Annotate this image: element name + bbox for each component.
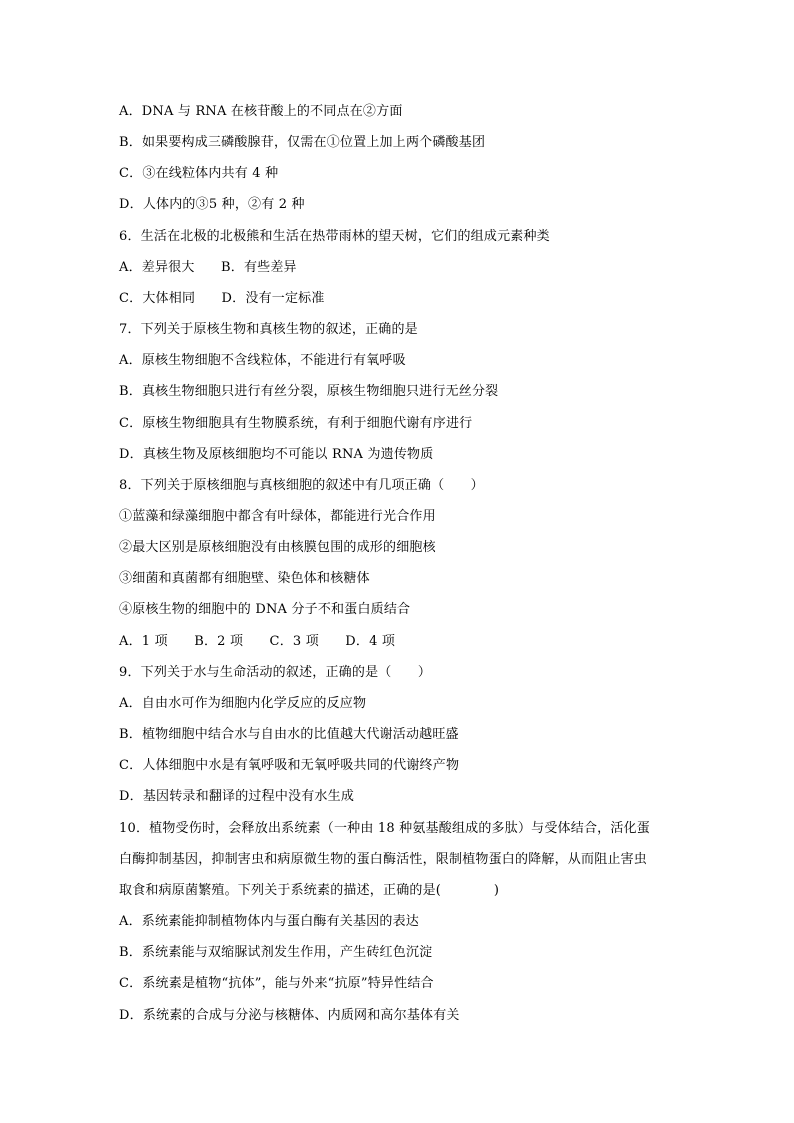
q7-option-d: D．真核生物及原核细胞均不可能以 RNA 为遗传物质 xyxy=(119,447,434,462)
q7-option-b: B．真核生物细胞只进行有丝分裂，原核生物细胞只进行无丝分裂 xyxy=(119,384,499,399)
q7-stem: 7．下列关于原核生物和真核生物的叙述，正确的是 xyxy=(119,322,418,337)
q8-statement-4: ④原核生物的细胞中的 DNA 分子不和蛋白质结合 xyxy=(119,602,411,617)
q8-statement-2: ②最大区别是原核细胞没有由核膜包围的成形的细胞核 xyxy=(119,540,436,555)
q5-option-a: A．DNA 与 RNA 在核苷酸上的不同点在②方面 xyxy=(119,104,403,119)
q10-stem-line-2: 白酶抑制基因，抑制害虫和病原微生物的蛋白酶活性，限制植物蛋白的降解，从而阻止害虫 xyxy=(119,852,648,867)
q10-option-a: A．系统素能抑制植物体内与蛋白酶有关基因的表达 xyxy=(119,914,419,929)
q8-options: A．1 项 B．2 项 C．3 项 D．4 项 xyxy=(119,634,396,649)
q5-option-c: C．③在线粒体内共有 4 种 xyxy=(119,166,279,181)
q6-stem: 6．生活在北极的北极熊和生活在热带雨林的望天树，它们的组成元素种类 xyxy=(119,229,550,244)
q9-stem: 9．下列关于水与生命活动的叙述，正确的是（ ） xyxy=(119,665,432,680)
q10-option-d: D．系统素的合成与分泌与核糖体、内质网和高尔基体有关 xyxy=(119,1008,460,1023)
q6-options-cd: C．大体相同 D．没有一定标准 xyxy=(119,291,325,306)
q10-option-b: B．系统素能与双缩脲试剂发生作用，产生砖红色沉淀 xyxy=(119,945,433,960)
q9-option-c: C．人体细胞中水是有氧呼吸和无氧呼吸共同的代谢终产物 xyxy=(119,758,460,773)
q7-option-a: A．原核生物细胞不含线粒体，不能进行有氧呼吸 xyxy=(119,353,406,368)
q6-options-ab: A．差异很大 B．有些差异 xyxy=(119,260,297,275)
q7-option-c: C．原核生物细胞具有生物膜系统，有利于细胞代谢有序进行 xyxy=(119,416,473,431)
q8-statement-3: ③细菌和真菌都有细胞壁、染色体和核糖体 xyxy=(119,571,370,586)
q5-option-b: B．如果要构成三磷酸腺苷，仅需在①位置上加上两个磷酸基团 xyxy=(119,135,486,150)
q8-statement-1: ①蓝藻和绿藻细胞中都含有叶绿体，都能进行光合作用 xyxy=(119,509,436,524)
q5-option-d: D．人体内的③5 种，②有 2 种 xyxy=(119,197,305,212)
q8-stem: 8．下列关于原核细胞与真核细胞的叙述中有几项正确（ ） xyxy=(119,478,484,493)
q9-option-b: B．植物细胞中结合水与自由水的比值越大代谢活动越旺盛 xyxy=(119,727,459,742)
q10-stem-line-3: 取食和病原菌繁殖。下列关于系统素的描述，正确的是( ) xyxy=(119,883,500,898)
q10-stem-line-1: 10．植物受伤时，会释放出系统素（一种由 18 种氨基酸组成的多肽）与受体结合，活化蛋 xyxy=(119,821,650,836)
q9-option-d: D．基因转录和翻译的过程中没有水生成 xyxy=(119,789,355,804)
q10-option-c: C．系统素是植物“抗体”，能与外来“抗原”特异性结合 xyxy=(119,976,434,991)
q9-option-a: A．自由水可作为细胞内化学反应的反应物 xyxy=(119,696,367,711)
